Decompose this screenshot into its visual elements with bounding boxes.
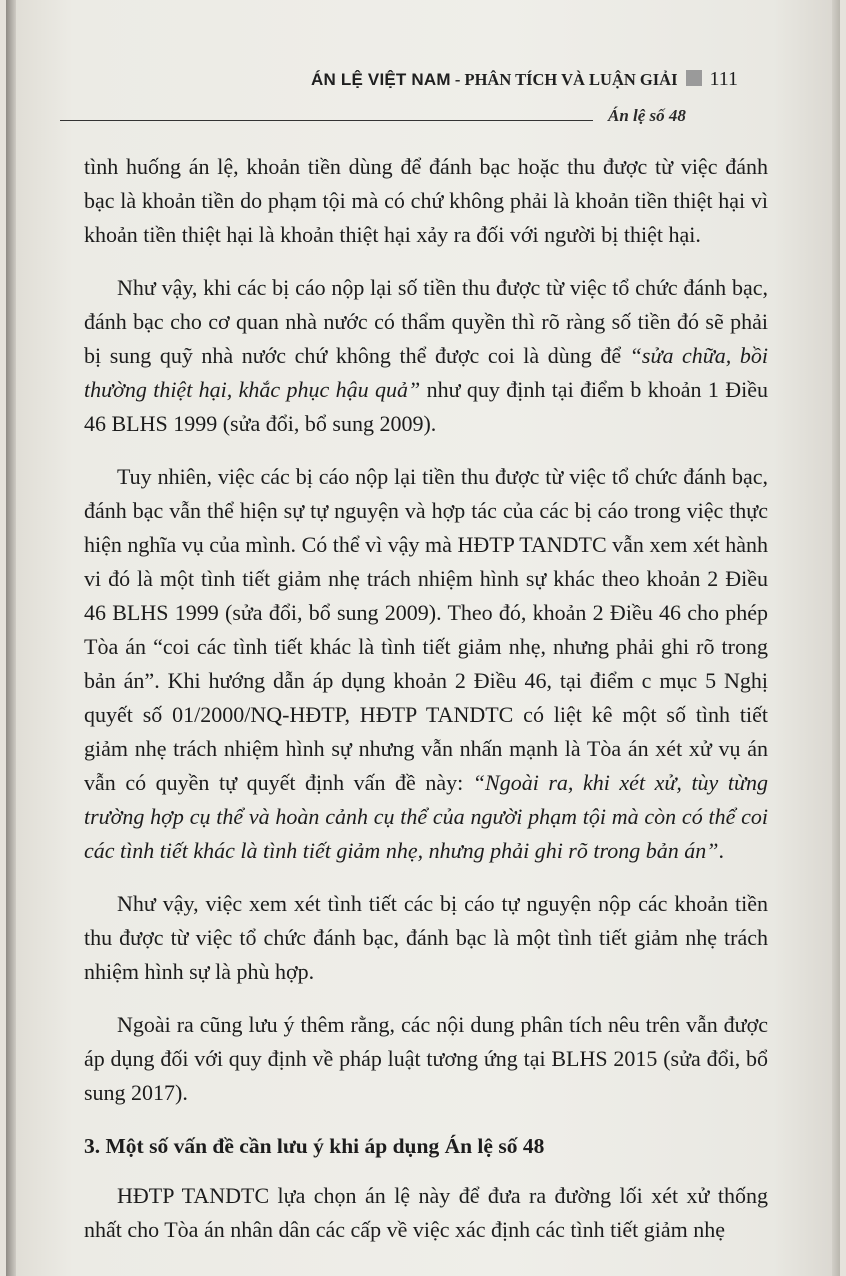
paragraph-2-quote: “sửa chữa, bồi thường thiệt hại, khắc phục hậu quả”	[84, 343, 768, 402]
paragraph-5: Ngoài ra cũng lưu ý thêm rằng, các nội dung phân tích nêu trên vẫn được áp dụng đối với quy định về pháp luật tương ứng tại BLHS 2015 (sửa đổi, bổ sung 2017).	[84, 1012, 768, 1105]
header-subtitle: PHÂN TÍCH VÀ LUẬN GIẢI	[464, 70, 678, 89]
page-gutter-shadow	[6, 0, 16, 1276]
paragraph-3-text-a: Tuy nhiên, việc các bị cáo nộp lại tiền thu được từ việc tổ chức đánh bạc, đánh bạc vẫn thể hiện sự tự nguyện và hợp tác của các bị cáo trong việc thực hiện nghĩa vụ của mình. Có thể vì vậy mà HĐTP TANDTC vẫn xem xét hành vi đó là một tình tiết giảm nhẹ trách nhiệm hình sự khác theo khoản 2 Điều 46 BLHS 1999 (sửa đổi, bổ sung 2009). Theo đó, khoản 2 Điều 46 cho phép Tòa án “coi các tình tiết khác là tình tiết giảm nhẹ, nhưng phải ghi rõ trong bản án”. Khi hướng dẫn áp dụng khoản 2 Điều 46, tại điểm c mục 5 Nghị quyết số 01/2000/NQ-HĐTP, HĐTP TANDTC có liệt kê một số tình tiết giảm nhẹ trách nhiệm hình sự nhưng vẫn nhấn mạnh là Tòa án xét xử vụ án vẫn có quyền tự quyết định vấn đề này:	[84, 464, 768, 795]
paragraph-2-text-b: như quy định tại điểm b khoản 1 Điều 46 BLHS 1999 (sửa đổi, bổ sung 2009).	[84, 377, 768, 436]
paragraph-3-text-b: .	[718, 838, 724, 863]
paragraph-1: tình huống án lệ, khoản tiền dùng để đánh bạc hoặc thu được từ việc đánh bạc là khoản tiền do phạm tội mà có chứ không phải là khoản tiền thiệt hại vì khoản tiền thiệt hại là khoản thiệt hại xảy ra đối với người bị thiệt hại.	[84, 154, 768, 247]
page-number: 111	[709, 68, 739, 90]
running-header	[311, 68, 781, 100]
section-label: Án lệ số 48	[608, 106, 686, 125]
paragraph-4: Như vậy, việc xem xét tình tiết các bị cáo tự nguyện nộp các khoản tiền thu được từ việc tổ chức đánh bạc, đánh bạc là một tình tiết giảm nhẹ trách nhiệm hình sự là phù hợp.	[84, 891, 768, 984]
paragraph-3	[84, 460, 768, 868]
header-rule	[60, 120, 593, 121]
body-text	[84, 150, 768, 1266]
paragraph-6: HĐTP TANDTC lựa chọn án lệ này để đưa ra đường lối xét xử thống nhất cho Tòa án nhân dân các cấp về việc xác định các tình tiết giảm nhẹ	[84, 1183, 768, 1242]
paragraph-2	[84, 271, 768, 441]
paragraph-2-text-a: Như vậy, khi các bị cáo nộp lại số tiền thu được từ việc tổ chức đánh bạc, đánh bạc cho cơ quan nhà nước có thẩm quyền thì rõ ràng số tiền đó sẽ phải bị sung quỹ nhà nước chứ không thể được coi là dùng để	[84, 275, 768, 368]
page-edge	[832, 0, 840, 1276]
square-marker-icon	[686, 70, 702, 86]
header-separator: -	[450, 70, 465, 89]
header-series-title: ÁN LỆ VIỆT NAM	[311, 70, 451, 89]
paragraph-3-quote: “Ngoài ra, khi xét xử, tùy từng trường hợp cụ thể và hoàn cảnh cụ thể của người phạm tội mà còn có thể coi các tình tiết khác là tình tiết giảm nhẹ, nhưng phải ghi rõ trong bản án”	[84, 770, 768, 863]
section-heading: 3. Một số vấn đề cần lưu ý khi áp dụng Án lệ số 48	[84, 1134, 545, 1158]
